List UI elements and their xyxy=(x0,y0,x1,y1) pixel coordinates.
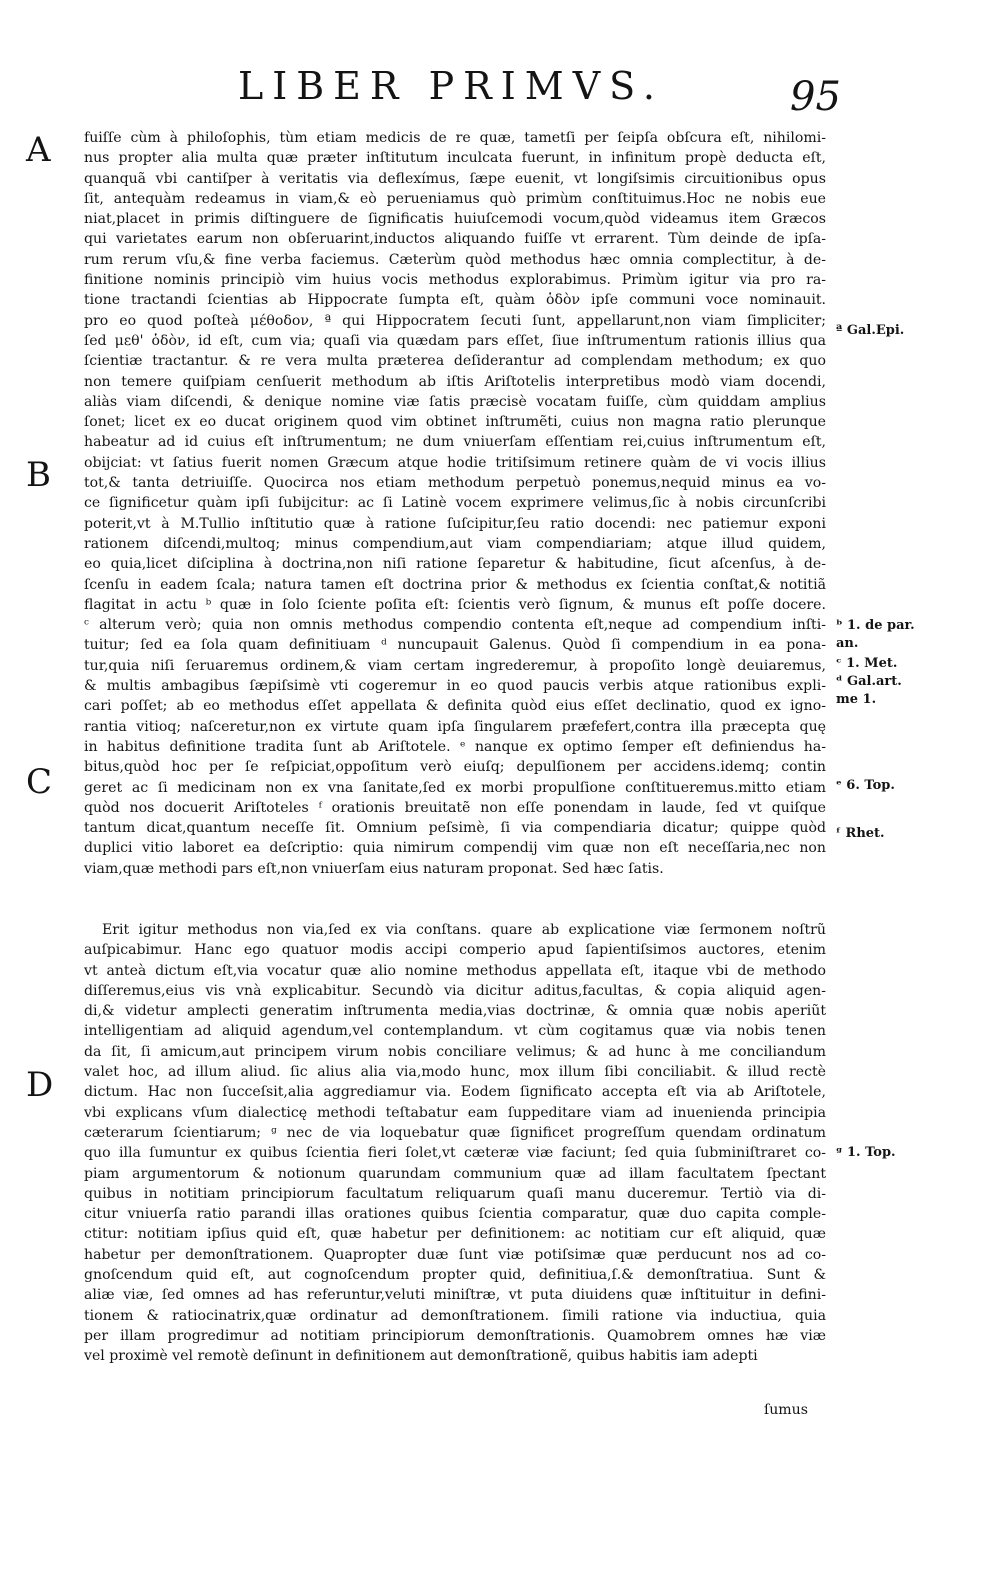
text-line: di,& videtur amplecti generatim inſtrumenta media,vias doctrinæ, & omnia quæ nobis aperiũt xyxy=(84,1003,826,1020)
text-line: aliæ viæ, ſed omnes ad has referuntur,veluti miniſtræ, vt puta diuidens quæ inſtituitur in defini- xyxy=(84,1287,826,1304)
text-line: vt anteà dictum eſt,via vocatur quæ alio nomine methodus appellata eſt, itaque vbi de methodo xyxy=(84,962,826,979)
text-line: habeatur ad id cuius eſt inſtrumentum; ne dum vniuerſam eſſentiam rei,cuius inſtrumentum eſt, xyxy=(84,434,826,451)
margin-note: ᵈ Gal.art. xyxy=(836,674,902,689)
text-line: eo quia,licet diſciplina à doctrina,non niſi ratione ſeparetur & habitudine, ſicut aſcenſus, à de- xyxy=(84,556,826,573)
margin-note: ᵍ 1. Top. xyxy=(836,1145,896,1160)
text-line: per illam progredimur ad notitiam principiorum demonſtrationis. Quamobrem omnes hæ viæ xyxy=(84,1327,826,1344)
text-line: dictum. Hac non ſucceſsit,alia aggrediamur via. Eodem ſignificato accepta eſt via ab Ariſtotele, xyxy=(84,1084,826,1101)
text-line: tantum dicat,quantum neceſſe ſit. Omnium peſsimè, ſi via compendiaria dicatur; quippe quòd xyxy=(84,820,826,837)
text-line: & multis ambagibus ſæpiſsimè vti cogeremur in eo quod paucis verbis atque rationibus expli- xyxy=(84,678,826,695)
text-line: auſpicabimur. Hanc ego quatuor modis accipi comperio apud ſapientiſsimos auctores, etenim xyxy=(84,942,826,959)
text-line: poterit,vt à M.Tullio inſtitutio quæ à ratione ſuſcipitur,ſeu ratio docendi: nec patiemur exponi xyxy=(84,515,826,532)
margin-note: ᶜ 1. Met. xyxy=(836,656,898,671)
text-line: ᶜ alterum verò; quia non omnis methodus compendio contenta eſt,neque ad compendium inſti- xyxy=(84,617,826,634)
text-line: in habitus definitione tradita ſunt ab Ariſtotele. ᵉ nanque ex optimo ſemper eſt definiendus ha- xyxy=(84,738,826,755)
text-line: quòd nos docuerit Ariſtoteles ᶠ orationis breuitatẽ non eſſe ponendam in laude, ſed vt quiſque xyxy=(84,799,826,816)
text-line: geret ac ſi medicinam non ex vna ſanitate,ſed ex morbi propulſione conſtitueremus.mitto etiam xyxy=(84,779,826,796)
margin-note: ᶠ Rhet. xyxy=(836,826,885,841)
text-line: rationem diſcendi,multoq; minus compendium,aut viam compendiariam; atque illud quidem, xyxy=(84,535,826,552)
paragraph-2 xyxy=(84,920,826,1367)
text-line: rum rerum vſu,& fine verba faciemus. Cæterùm quòd methodus hæc omnia complectitur, à de- xyxy=(84,251,826,268)
text-line: cari poſſet; ab eo methodus eſſet appellata & definita quòd eius eſſet declinatio, quod ex igno- xyxy=(84,698,826,715)
text-line: habetur per demonſtrationem. Quapropter duæ ſunt viæ potiſsimæ quæ perducunt nos ad co- xyxy=(84,1246,826,1263)
text-line: cæterarum ſcientiarum; ᵍ nec de via loquebatur quæ ſignificet progreſſum quendam ordinatum xyxy=(84,1124,826,1141)
text-line: ſonet; licet ex eo ducat originem quod vim obtinet inſtrumẽti, cuius non magna ratio plerunque xyxy=(84,414,826,431)
text-line: nus propter alia multa quæ præter inſtitutum inculcata fuerunt, in infinitum propè deducta eſt, xyxy=(84,150,826,167)
margin-note: ᵇ 1. de par. xyxy=(836,618,915,633)
section-letter-c: C xyxy=(26,762,53,802)
margin-note: me 1. xyxy=(836,692,877,707)
text-line: ſit, antequàm redeamus in viam,& eò perueniamus quò primùm conſtituimus.Hoc ne nobis eue xyxy=(84,190,826,207)
margin-note: an. xyxy=(836,636,859,651)
text-line: citur vniuerſa ratio parandi illas orationes quibus ſcientia comparatur, quæ duo capita comple- xyxy=(84,1206,826,1223)
text-line: ſcientiæ tractantur. & re vera multa præterea deſiderantur ad complendam methodum; ex quo xyxy=(84,353,826,370)
text-line: ſcenſu in eadem ſcala; natura tamen eſt doctrina prior & methodus ex ſcientia conſtat,& notitiã xyxy=(84,576,826,593)
text-line: pro eo quod poſteà μέθοδον, ª qui Hippocratem ſecuti ſunt, appellarunt,non viam ſimpliciter; xyxy=(84,312,826,329)
text-line: obijciat: vt ſatius fuerit nomen Græcum atque hodie tritiſsimum retinere quàm de vi vocis illius xyxy=(84,454,826,471)
text-line: viam,quæ methodi pars eſt,non vniuerſam eius naturam proponat. Sed hæc ſatis. xyxy=(84,860,664,877)
section-letter-a: A xyxy=(26,130,51,170)
section-letter-d: D xyxy=(26,1065,54,1105)
running-title: LIBER PRIMVS. xyxy=(238,64,664,108)
text-line: duplici vitio laboret ea deſcriptio: quia nimirum compendij vim quæ non eſt neceſſaria,nec non xyxy=(84,840,826,857)
paragraph-1 xyxy=(84,128,826,879)
text-line: tur,quia niſi ſeruaremus ordinem,& viam certam ingrederemur, à propoſito longè deuiaremus, xyxy=(84,657,826,674)
text-line: qui varietates earum non obſeruarint,inductos aliquando fuiſſe vt errarent. Tùm deinde de ipſa- xyxy=(84,231,826,248)
text-line: finitione nominis principiò vim huius vocis methodus explorabimus. Primùm igitur via pro ra- xyxy=(84,272,826,289)
text-line: vel proximè vel remotè deſinunt in definitionem aut demonſtrationẽ, quibus habitis iam adepti xyxy=(84,1348,758,1365)
text-line: ce ſignificetur quàm ipſi ſubijcitur: ac ſi Latinè vocem exprimere velimus,ſic à nobis circunſcribi xyxy=(84,495,826,512)
folio-number: 95 xyxy=(790,74,841,120)
margin-note: ᵉ 6. Top. xyxy=(836,778,895,793)
catchword: ſumus xyxy=(764,1402,808,1418)
text-line: quo illa ſumuntur ex quibus ſcientia fieri ſolet,vt cæteræ viæ faciunt; ſed quia ſubminiſtraret co- xyxy=(84,1145,826,1162)
text-line: aliàs viam diſcendi, & denique nomine viæ ſatis præcisè vocatam fuiſſe, cùm quiddam amplius xyxy=(84,393,826,410)
text-line: gnoſcendum quid eſt, aut cognoſcendum propter quid, definitiua,ſ.& demonſtratiua. Sunt & xyxy=(84,1267,826,1284)
text-line: bitus,quòd hoc per ſe reſpiciat,oppoſitum verò eiuſq; depulſionem per accidens.idemq; contin xyxy=(84,759,826,776)
section-letter-b: B xyxy=(26,455,51,495)
text-line: quanquã vbi cantiſper à veritatis via deflexímus, ſæpe euenit, vt longiſsimis circuitionibus opus xyxy=(84,170,826,187)
text-line: ctitur: notitiam ipſius quid eſt, quæ habetur per definitionem: ac notitiam cur eſt aliquid, quæ xyxy=(84,1226,826,1243)
text-line: tione tractandi ſcientias ab Hippocrate ſumpta eſt, quàm ὁδὸν ipſe communi voce nominauit. xyxy=(84,292,826,309)
text-line: flagitat in actu ᵇ quæ in ſolo ſciente poſita eſt: ſcientis verò ſignum, & munus eſt poſſe docere. xyxy=(84,596,826,613)
text-line: quibus in notitiam principiorum facultatum reliquarum quaſi manu duceremur. Tertiò via di- xyxy=(84,1185,826,1202)
text-line: tuitur; ſed ea ſola quam definitiuam ᵈ nuncupauit Galenus. Quòd ſi compendium in ea pona- xyxy=(84,637,826,654)
text-line: diſſeremus,eius vis vnà explicabitur. Secundò via dicitur aditus,facultas, & copia aliquid agen- xyxy=(84,982,826,999)
text-line: da ſit, ſi amicum,aut principem virum nobis conciliare velimus; & ad hunc à me conciliandum xyxy=(84,1043,826,1060)
text-line: fuiſſe cùm à philoſophis, tùm etiam medicis de re quæ, tametſi per ſeipſa obſcura eſt, nihilomi- xyxy=(84,130,826,146)
text-line: rantia vitioq; naſceretur,non ex virtute quam ipſa ſingularem præfefert,contra illa præcepta quę xyxy=(84,718,826,735)
text-line: piam argumentorum & notionum quarundam communium quæ ad illam facultatem ſpectant xyxy=(84,1165,826,1182)
text-line: vbi explicans vſum dialecticę methodi teſtabatur eam ſuppeditare viam ad inueniendа principia xyxy=(84,1104,826,1121)
text-line: intelligentiam ad aliquid agendum,vel contemplandum. vt cùm cogitamus quæ via nobis tenen xyxy=(84,1023,826,1040)
text-line: tot,& tanta detriuiſſe. Quocirca nos etiam methodum perpetuò ponemus,nequid minus ea vo- xyxy=(84,475,826,492)
text-line: Erit igitur methodus non via,ſed ex via conſtans. quare ab explicatione viæ ſermonem noſtrũ xyxy=(102,922,826,938)
text-line: valet hoc, ad illum aliud. ſic alius alia via,modo hunc, mox illum ſibi conciliabit. & illud rectè xyxy=(84,1064,826,1081)
text-line: non temere quiſpiam cenſuerit methodum ab iſtis Ariſtotelis interpretibus modò viam docendi, xyxy=(84,373,826,390)
text-line: niat,placet in primis diſtinguere de ſignificatis huiuſcemodi vocum,quòd videamus item Græcos xyxy=(84,211,826,228)
text-line: tionem & ratiocinatrix,quæ ordinatur ad demonſtrationem. ſimili ratione via inductiua, quia xyxy=(84,1307,826,1324)
text-line: ſed μεθ' ὁδὸν, id eſt, cum via; quaſi via quædam pars eſſet, ſiue inſtrumentum rationis illius qua xyxy=(84,332,826,349)
margin-note: ª Gal.Epi. xyxy=(836,323,905,338)
